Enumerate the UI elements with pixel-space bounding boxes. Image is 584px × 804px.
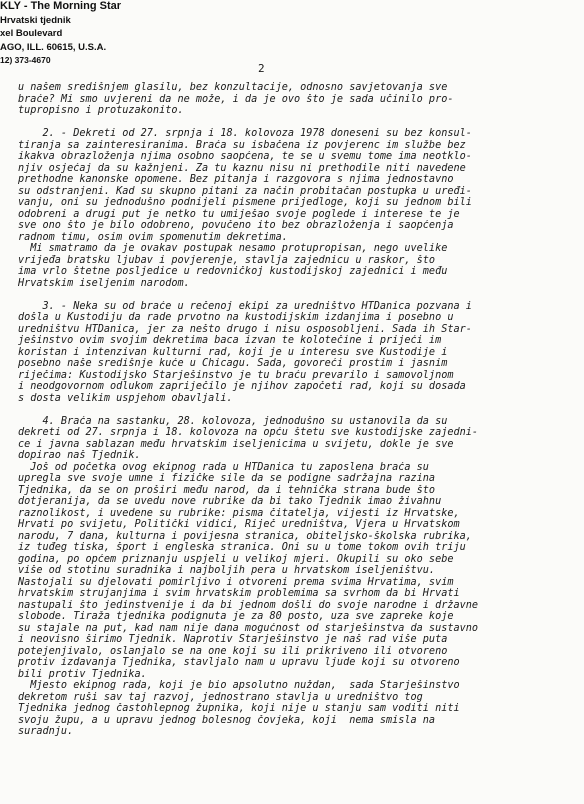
text-line: više od stotinu suradnika i najboljih pera u hrvatskom iseljeništvu. <box>18 565 436 576</box>
text-line: braće? Mi smo uvjereni da ne može, i da je ovo što je sada učinilo pro- <box>18 93 454 105</box>
text-line: hrvatskim strujanjima i svim hrvatskim problemima sa svrhom da bi Hrvati <box>18 588 460 599</box>
letterhead-title: KLY - The Morning Star <box>0 0 122 12</box>
paragraph <box>18 128 566 289</box>
text-line: Još od početka ovog ekipnog rada u HTDanica tu zaposlena braća su <box>18 461 429 473</box>
text-line: vrijeđa bratsku ljubav i povjerenje, stavlja zajednicu u raskor, što <box>18 254 436 266</box>
text-line: protiv izdavanja Tjednika, stavljalo nam u upravu ljude koji su otvoreno <box>18 657 460 668</box>
text-line: raznolikost, i uvedene su rubrike: pisma čitatelja, vijesti iz Hrvatske, <box>18 507 460 519</box>
paragraph-gap <box>18 404 566 416</box>
text-line: svoju župu, a u upravu jednog bolesnog čovjeka, koji nema smisla na <box>18 714 436 726</box>
text-line: Nastojali su djelovati pomirljivo i otvoreni prema svima Hrvatima, svim <box>18 576 454 588</box>
text-line: i neodgovornom odlukom zapriječilo je njihov započeti rad, koji su dosada <box>18 381 466 392</box>
text-line: 4. Braća na sastanku, 28. kolovoza, jednodušno su ustanovila da su <box>18 415 448 427</box>
text-line: ima vrlo štetne posljedice u redovničkoj kustodijskoj zajednici i među <box>18 266 448 277</box>
text-line: radnom timu, osim ovim spomenutim dekretima. <box>18 231 288 243</box>
letterhead-subtitle: Hrvatski tjednik <box>0 14 71 26</box>
paragraph <box>18 416 566 738</box>
letterhead <box>0 0 150 68</box>
text-line: dotjeranija, da se uvedu nove rubrike da bi tako Tjednik imao živahnu <box>18 496 442 507</box>
letter-body <box>18 82 566 738</box>
text-line: Tjednika, da se on proširi među narod, da i tehnička strana bude što <box>18 484 436 496</box>
text-line: Hrvatskim iseljenim narodom. <box>18 277 190 289</box>
text-line: prethodne kanonske opomene. Bez pitanja i razgovora s njima jednostavno <box>18 174 454 185</box>
text-line: dekretom ruši sav taj razvoj, jednostrano stavlja u uredništvo tog <box>18 691 423 703</box>
text-line: dekreti od 27. srpnja i 18. kolovoza na opću štetu sve kustodijske zajedni- <box>18 427 479 438</box>
text-line: riječima: Kustodijsko Starješinstvo je tu braću prevarilo i samovoljnom <box>18 369 454 381</box>
text-line: koristan i intenzivan kulturni rad, koji je u interesu sve Kustodije i <box>18 346 448 358</box>
text-line: bili protiv Tjednika. <box>18 668 147 680</box>
paragraph <box>18 301 566 405</box>
text-line: potejenjivalo, oslanjalo se na one koji su ili prikriveno ili otvoreno <box>18 645 448 657</box>
text-line: Mjesto ekipnog rada, koji je bio apsolutno nuždan, sada Starješinstvo <box>18 680 460 691</box>
text-line: suradnju. <box>18 726 74 737</box>
text-line: došla u Kustodiju da rade prvotno na kustodijskim izdanjima i posebno u <box>18 312 454 323</box>
text-line: u našem središnjem glasilu, bez konzultacije, odnosno savjetovanja sve <box>18 82 448 93</box>
text-line: iz tuđeg tiska, šport i engleska stranica. Oni su u tome tokom ovih triju <box>18 542 466 553</box>
letterhead-phone: 12) 373-4670 <box>0 55 51 65</box>
text-line: slobode. Tiraža tjednika podignuta je za 80 posto, uza sve zapreke koje <box>18 611 454 622</box>
text-line: i neovisno širimo Tjednik. Naprotiv Starješinstvo je naš rad više puta <box>18 634 448 645</box>
text-line: upregla sve svoje umne i fizičke sile da se podigne sadržajna razina <box>18 473 436 484</box>
text-line: Hrvati po svijetu, Politički vidici, Riječ uredništva, Vjera u Hrvatskom <box>18 519 460 530</box>
paragraph <box>18 82 566 117</box>
letterhead-street: xel Boulevard <box>0 28 63 39</box>
text-line: tupropisno i protuzakonito. <box>18 105 184 116</box>
text-line: tiranja sa zainteresiranima. Braća su isbačena iz povjerenc im službe bez <box>18 139 466 151</box>
paragraph-gap <box>18 117 566 129</box>
text-line: 3. - Neka su od braće u rečenoj ekipi za uredništvo HTDanica pozvana i <box>18 300 472 312</box>
text-line: vanju, oni su jednodušno podnijeli pismene prijedloge, koji su jednom bili <box>18 197 472 208</box>
text-line: dopirao naš Tjednik. <box>18 450 141 461</box>
letterhead-city: AGO, ILL. 60615, U.S.A. <box>0 41 107 53</box>
text-line: ce i javna sablazan među hrvatskim iseljenicima u svijetu, dokle je sve <box>18 438 454 450</box>
text-line: odobreni a drugi put je netko tu umiješao svoje poglede i interese te je <box>18 208 460 220</box>
text-line: narodu, 7 dana, kulturna i povijesna stranica, obiteljsko-školska rubrika, <box>18 530 472 542</box>
text-line: su stajale na put, kad nam nije dana mogućnost od starješinstva da sustavno <box>18 622 479 634</box>
text-line: Mi smatramo da je ovakav postupak nesamo protupropisan, nego uvelike <box>18 243 448 254</box>
page-number: 2 <box>258 62 265 75</box>
text-line: sve ono što je bilo odobreno, povučeno ito bez obrazloženja i saopćenja <box>18 220 454 231</box>
text-line: uredništvu HTDanica, jer za nešto drugo i nisu osposobljeni. Sada ih Star- <box>18 323 472 335</box>
text-line: ješinstvo ovim svojim dekretima baca izvan te kolotečine i prijeći im <box>18 335 442 346</box>
text-line: Tjednika jednog častohlepnog župnika, koji nije u stanju sam voditi niti <box>18 703 460 714</box>
text-line: su odstranjeni. Kad su skupno pitani za način probitačan postupka u uređi- <box>18 185 472 197</box>
text-line: nastupali što jedinstvenije i da bi jednom došli do svoje narodne i državne <box>18 599 479 611</box>
text-line: ikakva obrazloženja njima osobno saopćena, te se u svemu tome ima neotklo- <box>18 151 472 162</box>
text-line: posebno naše središnje kuće u Chicagu. Sada, govoreći prostim i jasnim <box>18 358 448 369</box>
paragraph-gap <box>18 289 566 301</box>
text-line: njiv osjećaj da su kažnjeni. Za tu kaznu nisu ni prethodile niti navedene <box>18 162 466 174</box>
text-line: s dosta velikim uspjehom obavljali. <box>18 392 233 404</box>
text-line: 2. - Dekreti od 27. srpnja i 18. kolovoza 1978 doneseni su bez konsul- <box>18 128 472 139</box>
text-line: godina, po općem priznanju uspjeli u velikoj mjeri. Okupili su oko sebe <box>18 553 454 565</box>
